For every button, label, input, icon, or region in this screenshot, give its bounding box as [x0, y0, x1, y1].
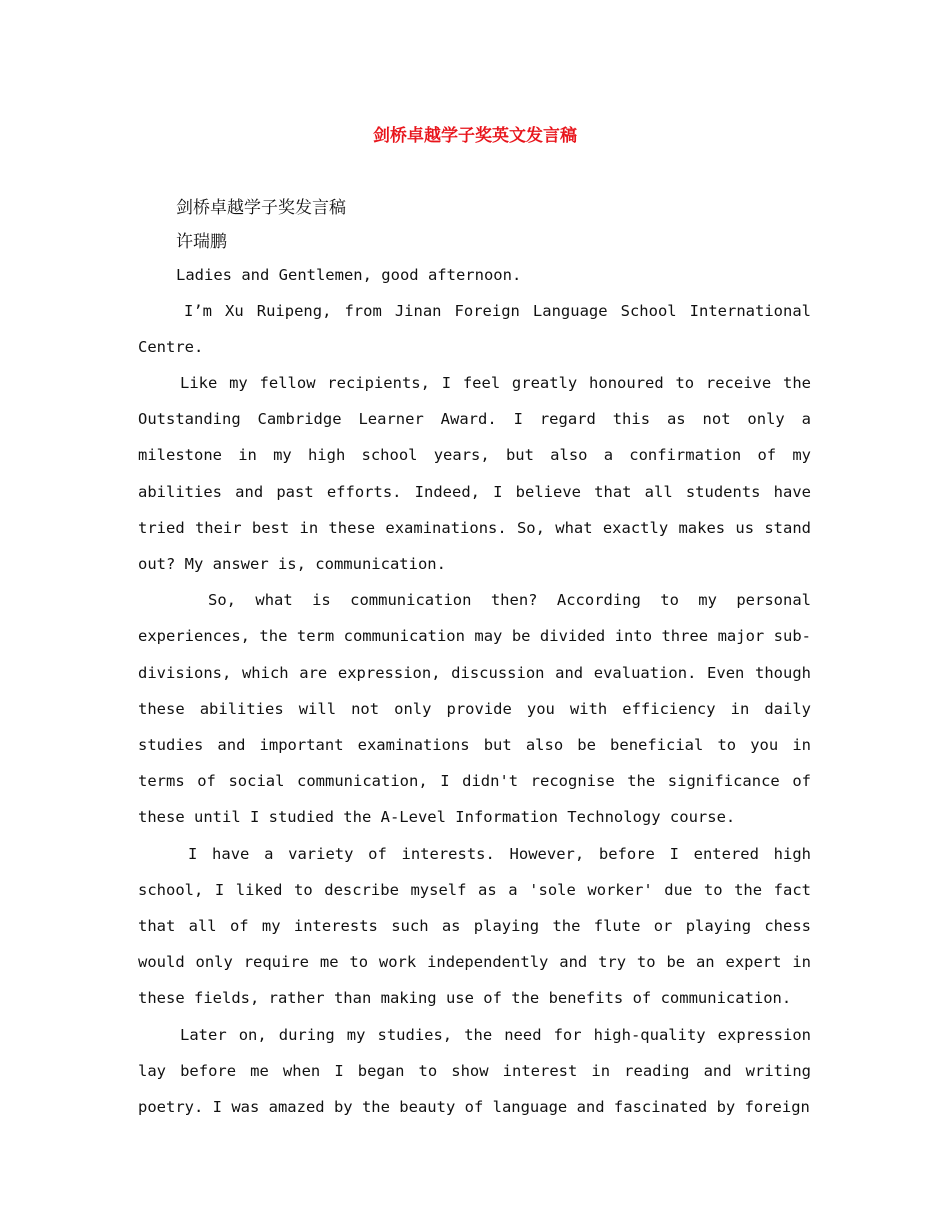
document-body — [138, 192, 811, 1125]
author-name: 许瑞鹏 — [176, 231, 227, 252]
paragraph-expression: Later on, during my studies, the need for high-quality expression lay before me when I began to show interest in reading and writing poetry. I was amazed by the beauty of language and fascinated by foreign — [138, 1025, 811, 1116]
paragraph-introduction: I’m Xu Ruipeng, from Jinan Foreign Language School International Centre. — [138, 301, 811, 356]
document-title: 剑桥卓越学子奖英文发言稿 — [373, 126, 577, 146]
paragraph-interests: I have a variety of interests. However, before I entered high school, I liked to describe myself as a 'sole worker' due to the fact that all of my interests such as playing the flute or playing chess would only require me to work independently and try to be an expert in these fields, rather than making use of the benefits of communication. — [138, 844, 811, 1008]
speech-heading: 剑桥卓越学子奖发言稿 — [176, 198, 346, 218]
greeting-line: Ladies and Gentlemen, good afternoon. — [176, 266, 522, 284]
paragraph-communication: So, what is communication then? According to my personal experiences, the term communication may be divided into three major sub-divisions, which are expression, discussion and evaluation. Even though these abilities will not only provide you with efficiency in daily studies and important examinations but also be beneficial to you in terms of social communication, I didn't recognise the significance of these until I studied the A-Level Information Technology course. — [138, 591, 811, 827]
paragraph-award: Like my fellow recipients, I feel greatly honoured to receive the Outstanding Cambridge Learner Award. I regard this as not only a milestone in my high school years, but also a confirmation of my abilities and past efforts. Indeed, I believe that all students have tried their best in these examinations. So, what exactly makes us stand out? My answer is, communication. — [138, 373, 811, 573]
